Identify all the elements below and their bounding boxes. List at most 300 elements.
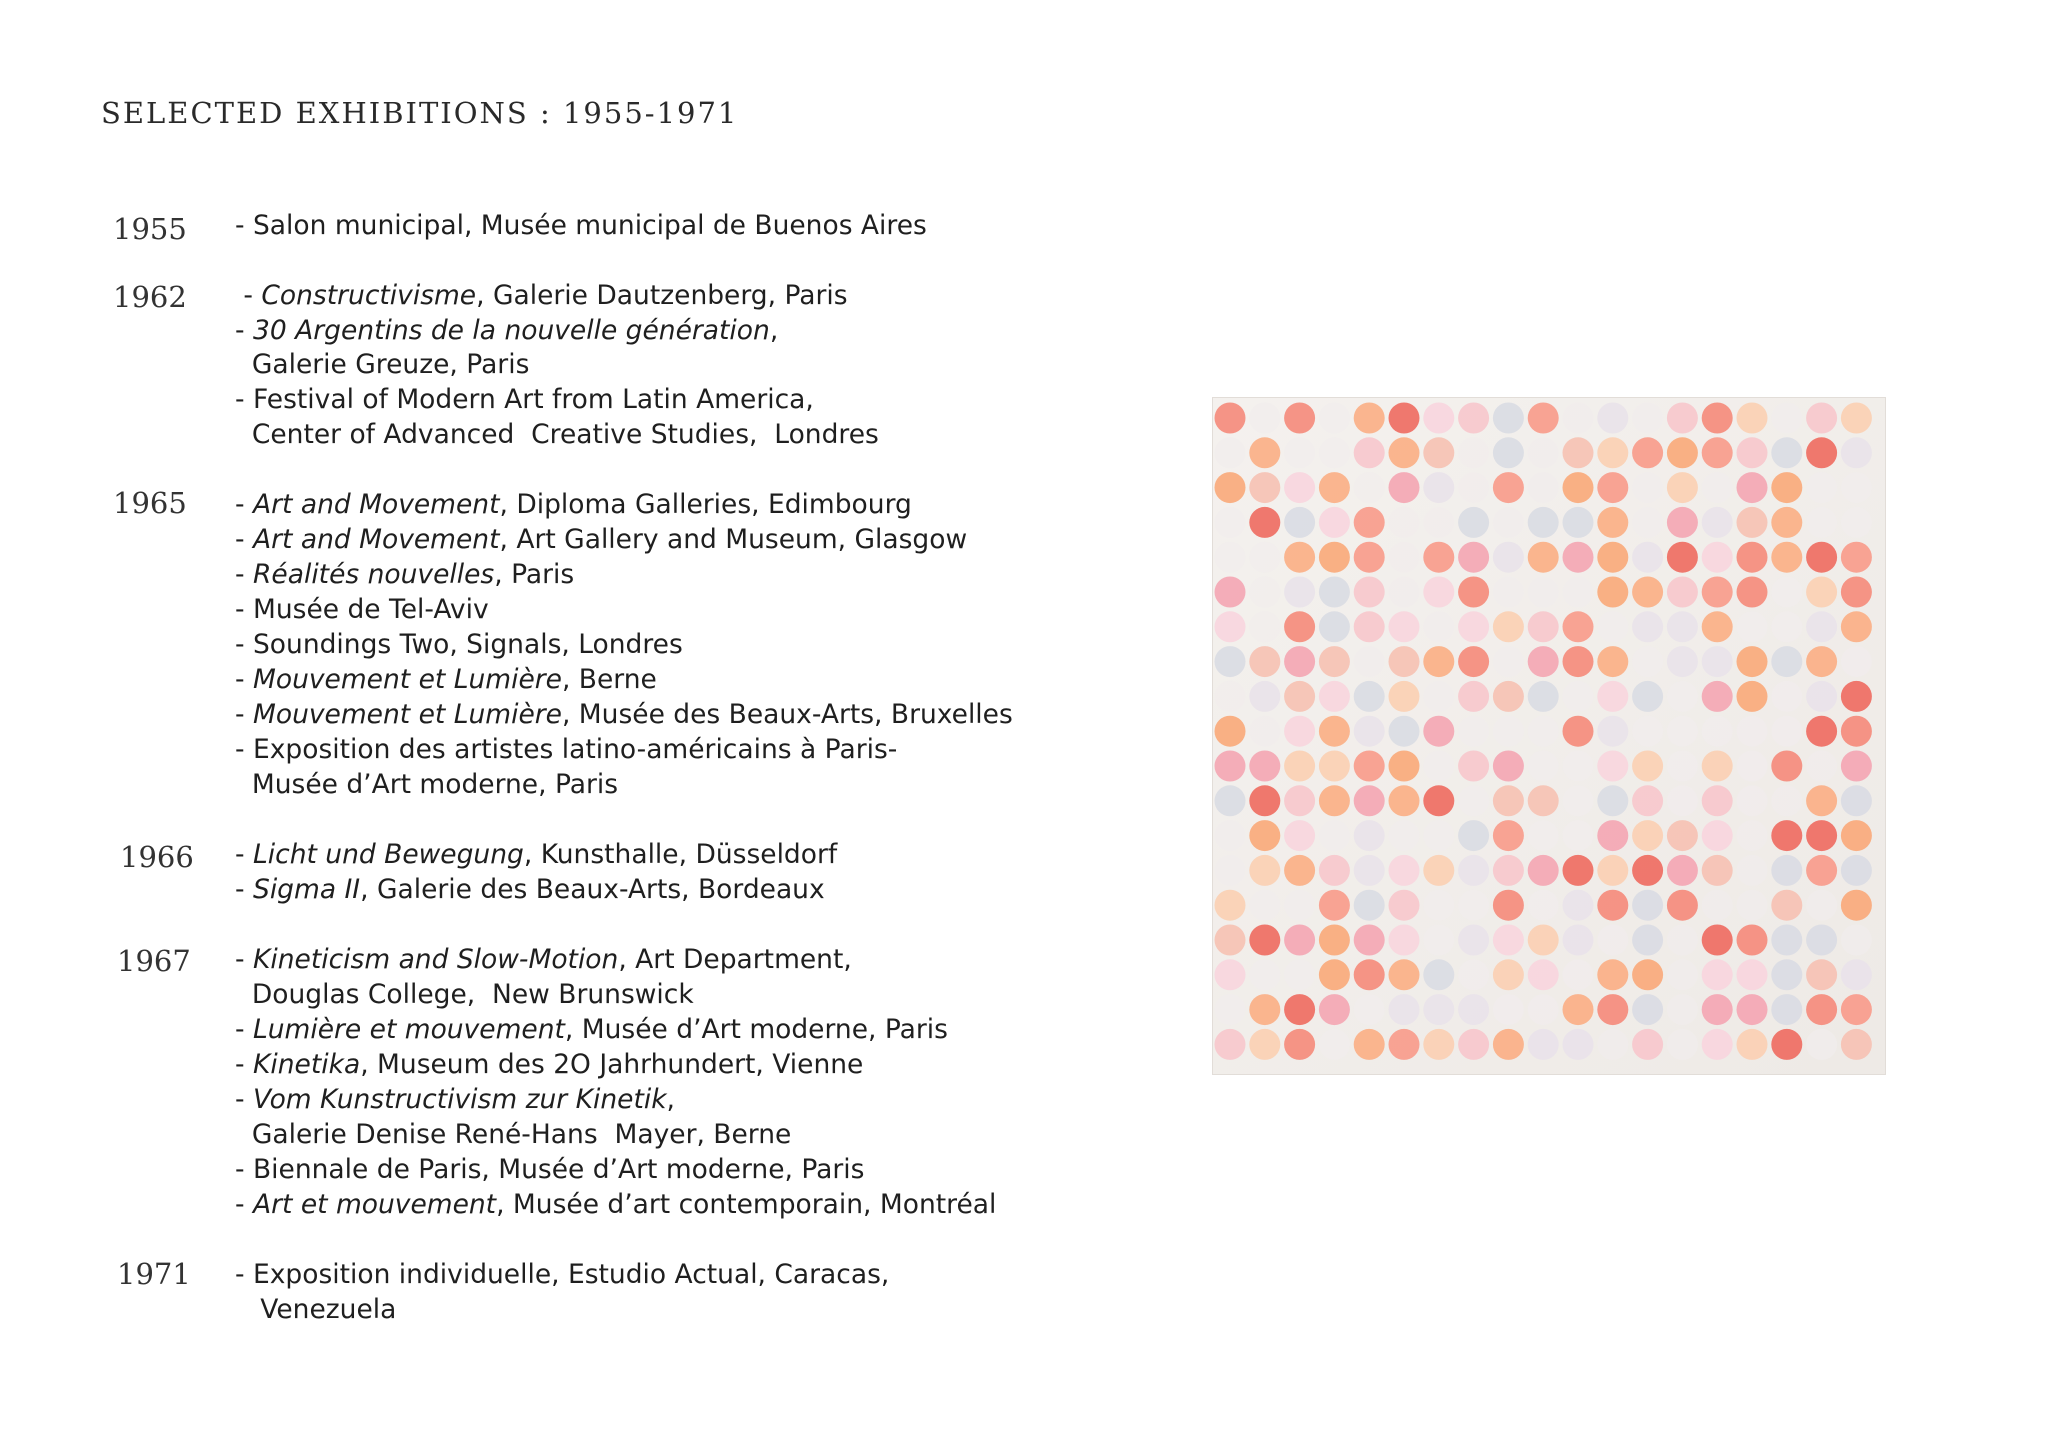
painting-dot	[1458, 611, 1489, 642]
painting-dot	[1493, 611, 1524, 642]
painting-dot	[1284, 577, 1315, 608]
exhibition-title: Art and Movement	[253, 489, 500, 520]
painting-dot	[1632, 820, 1663, 851]
painting-dot	[1284, 646, 1315, 677]
painting-dot	[1528, 785, 1559, 816]
exhibition-title: Licht und Bewegung	[253, 839, 524, 870]
painting-dot	[1354, 472, 1385, 503]
entry-text: - Musée de Tel-Aviv	[235, 594, 489, 625]
entry-prefix: -	[235, 524, 253, 555]
painting-dot	[1493, 577, 1524, 608]
painting-dot	[1249, 994, 1280, 1025]
painting-dot	[1702, 472, 1733, 503]
painting-dot	[1667, 507, 1698, 538]
painting-dot	[1528, 1029, 1559, 1060]
painting-dot	[1563, 716, 1594, 747]
painting-dot	[1737, 646, 1768, 677]
painting-dot	[1702, 646, 1733, 677]
painting-dot	[1841, 994, 1872, 1025]
painting-dot	[1528, 403, 1559, 434]
painting-dot	[1354, 959, 1385, 990]
painting-dot	[1702, 437, 1733, 468]
painting-dot	[1841, 890, 1872, 921]
painting-dot	[1389, 716, 1420, 747]
entry-text: Galerie Denise René-Hans Mayer, Berne	[235, 1119, 792, 1150]
painting-dot	[1528, 472, 1559, 503]
painting-dot	[1458, 542, 1489, 573]
painting-dot	[1493, 820, 1524, 851]
painting-dot	[1563, 959, 1594, 990]
exhibition-entry	[235, 732, 897, 767]
painting-dot	[1493, 403, 1524, 434]
painting-dot	[1493, 472, 1524, 503]
painting-dot	[1215, 681, 1246, 712]
painting-dot	[1284, 1029, 1315, 1060]
painting-dot	[1528, 646, 1559, 677]
painting-dot	[1563, 403, 1594, 434]
painting-dot	[1597, 1029, 1628, 1060]
painting-dot	[1458, 577, 1489, 608]
painting-dot	[1423, 959, 1454, 990]
painting-dot	[1215, 959, 1246, 990]
painting-dot	[1563, 994, 1594, 1025]
painting-dot	[1423, 507, 1454, 538]
exhibition-entry	[235, 1117, 791, 1152]
exhibition-entry	[235, 1012, 948, 1047]
painting-dot	[1284, 890, 1315, 921]
exhibition-entry	[235, 1152, 864, 1187]
painting-dot	[1841, 646, 1872, 677]
painting-dot	[1667, 820, 1698, 851]
painting-dot	[1771, 925, 1802, 956]
painting-dot	[1493, 507, 1524, 538]
exhibition-entry	[235, 522, 967, 557]
painting-dot	[1667, 925, 1698, 956]
painting-dot	[1702, 820, 1733, 851]
entry-prefix: -	[235, 944, 253, 975]
painting-dot	[1841, 681, 1872, 712]
painting-dot	[1528, 820, 1559, 851]
painting-dot	[1249, 542, 1280, 573]
painting-dot	[1632, 403, 1663, 434]
painting-dot	[1423, 577, 1454, 608]
painting-dot	[1771, 437, 1802, 468]
painting-dot	[1389, 785, 1420, 816]
painting-dot	[1702, 542, 1733, 573]
painting-dot	[1215, 890, 1246, 921]
painting-dot	[1389, 751, 1420, 782]
exhibition-entry	[235, 382, 814, 417]
painting-dot	[1458, 507, 1489, 538]
painting-dot	[1737, 925, 1768, 956]
painting-dot	[1632, 611, 1663, 642]
painting-dot	[1806, 820, 1837, 851]
painting-dot	[1528, 577, 1559, 608]
entry-text: Douglas College, New Brunswick	[235, 979, 694, 1010]
painting-dot	[1493, 925, 1524, 956]
painting-dot	[1389, 681, 1420, 712]
entry-text: Galerie Greuze, Paris	[235, 349, 530, 380]
painting-dot	[1389, 855, 1420, 886]
painting-dot	[1632, 994, 1663, 1025]
exhibition-title: Constructivisme	[261, 280, 477, 311]
painting-dot	[1389, 542, 1420, 573]
painting-dot	[1597, 751, 1628, 782]
painting-dot	[1354, 646, 1385, 677]
painting-dot	[1737, 959, 1768, 990]
painting-dot	[1319, 542, 1350, 573]
painting-dot	[1319, 890, 1350, 921]
exhibition-year: 1967	[117, 944, 191, 978]
painting-dot	[1389, 472, 1420, 503]
painting-dot	[1319, 994, 1350, 1025]
painting-dot	[1597, 611, 1628, 642]
painting-dot	[1667, 855, 1698, 886]
painting-dot	[1563, 1029, 1594, 1060]
painting-dot	[1702, 855, 1733, 886]
painting-dot	[1597, 855, 1628, 886]
painting-dot	[1354, 507, 1385, 538]
painting-dot	[1597, 925, 1628, 956]
painting-dot	[1632, 507, 1663, 538]
painting-dot	[1284, 785, 1315, 816]
painting-dot	[1215, 820, 1246, 851]
painting-dot	[1737, 403, 1768, 434]
exhibition-entry	[235, 627, 683, 662]
painting-dot	[1319, 611, 1350, 642]
painting-dot	[1493, 1029, 1524, 1060]
painting-dot	[1737, 542, 1768, 573]
painting-dot	[1771, 716, 1802, 747]
painting-dot	[1354, 716, 1385, 747]
painting-dot	[1215, 751, 1246, 782]
painting-dot	[1806, 403, 1837, 434]
entry-text: - Soundings Two, Signals, Londres	[235, 629, 683, 660]
painting-dot	[1667, 890, 1698, 921]
exhibition-title: Mouvement et Lumière	[253, 664, 562, 695]
exhibition-title: Réalités nouvelles	[253, 559, 495, 590]
painting-dot	[1493, 646, 1524, 677]
entry-text: , Art Department,	[618, 944, 852, 975]
painting-dot	[1389, 437, 1420, 468]
painting-dot	[1458, 785, 1489, 816]
painting-dot	[1249, 403, 1280, 434]
painting-dot	[1737, 751, 1768, 782]
painting-dot	[1493, 890, 1524, 921]
painting-dot	[1632, 472, 1663, 503]
painting-dot	[1319, 472, 1350, 503]
painting-dot	[1597, 681, 1628, 712]
exhibition-title: 30 Argentins de la nouvelle génération	[253, 315, 770, 346]
painting-dot	[1563, 577, 1594, 608]
painting-dot	[1737, 472, 1768, 503]
painting-dot	[1458, 681, 1489, 712]
painting-dot	[1806, 507, 1837, 538]
painting-dot	[1354, 1029, 1385, 1060]
entry-prefix: -	[235, 699, 253, 730]
painting-dot	[1528, 437, 1559, 468]
painting-dot	[1354, 542, 1385, 573]
painting-dot	[1249, 577, 1280, 608]
painting-dot	[1597, 507, 1628, 538]
painting-dot	[1737, 437, 1768, 468]
painting-dot	[1563, 472, 1594, 503]
painting-dot	[1389, 403, 1420, 434]
exhibition-title: Art et mouvement	[253, 1189, 497, 1220]
painting-dot	[1597, 785, 1628, 816]
painting-dot	[1493, 716, 1524, 747]
exhibition-entry	[235, 837, 837, 872]
painting-dot	[1319, 785, 1350, 816]
painting-dot	[1458, 716, 1489, 747]
painting-dot	[1354, 785, 1385, 816]
painting-dot	[1423, 472, 1454, 503]
painting-dot	[1702, 751, 1733, 782]
painting-dot	[1771, 507, 1802, 538]
painting-dot	[1215, 855, 1246, 886]
painting-dot	[1667, 403, 1698, 434]
painting-dot	[1249, 472, 1280, 503]
painting-dot	[1667, 472, 1698, 503]
painting-dot	[1632, 437, 1663, 468]
painting-dot	[1563, 820, 1594, 851]
painting-dot	[1249, 959, 1280, 990]
entry-text: Center of Advanced Creative Studies, Londres	[235, 419, 879, 450]
painting-dot	[1597, 577, 1628, 608]
painting-dot	[1249, 646, 1280, 677]
painting-dot	[1354, 577, 1385, 608]
painting-dot	[1319, 681, 1350, 712]
painting-dot	[1806, 855, 1837, 886]
painting-dot	[1389, 507, 1420, 538]
painting-dot	[1806, 437, 1837, 468]
painting-dot	[1389, 959, 1420, 990]
exhibition-title: Art and Movement	[253, 524, 500, 555]
painting-dot	[1806, 542, 1837, 573]
painting-dot	[1667, 681, 1698, 712]
painting-dot	[1249, 890, 1280, 921]
page-title: SELECTED EXHIBITIONS : 1955-1971	[101, 96, 739, 130]
entry-text: , Galerie des Beaux-Arts, Bordeaux	[360, 874, 825, 905]
painting-dot	[1215, 646, 1246, 677]
painting-dot	[1284, 472, 1315, 503]
painting-dot	[1841, 751, 1872, 782]
painting-dot	[1493, 855, 1524, 886]
painting-dot	[1423, 751, 1454, 782]
painting-dot	[1284, 925, 1315, 956]
exhibition-entry	[235, 208, 927, 243]
painting-dot	[1249, 507, 1280, 538]
painting-dot	[1771, 681, 1802, 712]
painting-dot	[1319, 751, 1350, 782]
painting-dot	[1354, 611, 1385, 642]
exhibition-year: 1955	[113, 212, 187, 246]
entry-text: - Festival of Modern Art from Latin America,	[235, 384, 814, 415]
painting-dot	[1702, 1029, 1733, 1060]
painting-dot	[1563, 437, 1594, 468]
painting-dot	[1702, 403, 1733, 434]
painting-dot	[1841, 820, 1872, 851]
painting-dot	[1284, 542, 1315, 573]
entry-text: , Art Gallery and Museum, Glasgow	[499, 524, 968, 555]
painting-dot	[1284, 959, 1315, 990]
exhibition-entry	[235, 557, 574, 592]
entry-prefix: -	[235, 874, 253, 905]
painting-dot	[1458, 959, 1489, 990]
entry-text: - Exposition des artistes latino-américains à Paris-	[235, 734, 898, 765]
painting-dot	[1528, 716, 1559, 747]
exhibition-entry	[235, 697, 1013, 732]
painting-dot	[1423, 437, 1454, 468]
painting-dot	[1354, 681, 1385, 712]
entry-text: , Paris	[494, 559, 575, 590]
entry-text: , Musée d’Art moderne, Paris	[564, 1014, 948, 1045]
painting-dot	[1215, 716, 1246, 747]
painting-dot	[1215, 577, 1246, 608]
painting-dot	[1458, 890, 1489, 921]
painting-dot	[1667, 994, 1698, 1025]
exhibition-entry	[235, 662, 657, 697]
painting-dot	[1354, 994, 1385, 1025]
painting-dot	[1597, 403, 1628, 434]
painting-dot	[1284, 403, 1315, 434]
painting-dot	[1249, 925, 1280, 956]
painting-dot	[1284, 820, 1315, 851]
painting-dot	[1354, 437, 1385, 468]
painting-dot	[1284, 681, 1315, 712]
painting-dot	[1493, 437, 1524, 468]
exhibition-year: 1966	[120, 840, 194, 874]
painting-dot	[1284, 994, 1315, 1025]
painting-dot	[1423, 716, 1454, 747]
exhibition-entry	[235, 1082, 675, 1117]
painting-dot	[1249, 681, 1280, 712]
entry-text: ,	[769, 315, 779, 346]
painting-dot	[1215, 542, 1246, 573]
painting-dot	[1806, 472, 1837, 503]
exhibition-entry	[235, 872, 825, 907]
painting-dot	[1632, 855, 1663, 886]
painting-dot	[1528, 925, 1559, 956]
painting-dot	[1563, 890, 1594, 921]
painting-dot	[1771, 542, 1802, 573]
painting-dot	[1771, 472, 1802, 503]
painting-dot	[1702, 959, 1733, 990]
painting-dot	[1389, 994, 1420, 1025]
painting-dot	[1563, 542, 1594, 573]
painting-dot	[1597, 472, 1628, 503]
painting-dot	[1737, 785, 1768, 816]
painting-dot	[1319, 437, 1350, 468]
painting-dot	[1528, 507, 1559, 538]
painting-dot	[1702, 611, 1733, 642]
painting-dot	[1667, 542, 1698, 573]
painting-dot	[1841, 716, 1872, 747]
painting-dot	[1493, 542, 1524, 573]
painting-dot	[1423, 542, 1454, 573]
painting-dot	[1841, 403, 1872, 434]
painting-dot	[1841, 855, 1872, 886]
painting-dot	[1458, 1029, 1489, 1060]
painting-dot	[1737, 994, 1768, 1025]
painting-dot	[1389, 646, 1420, 677]
painting-dot	[1215, 611, 1246, 642]
painting-dot	[1806, 751, 1837, 782]
entry-text: , Diploma Galleries, Edimbourg	[499, 489, 912, 520]
entry-prefix: -	[235, 1189, 253, 1220]
painting-dot	[1771, 646, 1802, 677]
painting-dot	[1737, 716, 1768, 747]
painting-dot	[1632, 751, 1663, 782]
painting-dot	[1632, 1029, 1663, 1060]
painting-dot	[1771, 403, 1802, 434]
painting-dot	[1528, 855, 1559, 886]
painting-dot	[1249, 716, 1280, 747]
exhibition-title: Kinetika	[253, 1049, 361, 1080]
painting-dot	[1249, 855, 1280, 886]
exhibition-entry	[235, 977, 694, 1012]
exhibition-entry	[235, 942, 852, 977]
painting-dot	[1841, 577, 1872, 608]
painting-dot	[1771, 855, 1802, 886]
painting-dot	[1528, 959, 1559, 990]
painting-dot	[1354, 855, 1385, 886]
painting-dot	[1423, 785, 1454, 816]
painting-dot	[1806, 959, 1837, 990]
painting-dot	[1632, 577, 1663, 608]
painting-dot	[1597, 646, 1628, 677]
painting-dot	[1806, 611, 1837, 642]
painting-dot	[1389, 611, 1420, 642]
exhibition-entry	[235, 767, 618, 802]
painting-dot	[1597, 820, 1628, 851]
painting-dot	[1563, 611, 1594, 642]
painting-dot	[1249, 1029, 1280, 1060]
entry-prefix: -	[235, 489, 253, 520]
entry-prefix: -	[235, 839, 253, 870]
painting-dot	[1319, 925, 1350, 956]
artwork-image	[1212, 397, 1886, 1075]
painting-dot	[1319, 820, 1350, 851]
exhibition-entry	[235, 1257, 889, 1292]
painting-dot	[1771, 994, 1802, 1025]
exhibition-title: Kineticism and Slow-Motion	[253, 944, 619, 975]
painting-dot	[1841, 437, 1872, 468]
painting-dot	[1319, 855, 1350, 886]
painting-dot	[1841, 542, 1872, 573]
painting-dot	[1737, 820, 1768, 851]
painting-dot	[1389, 890, 1420, 921]
exhibition-title: Vom Kunstructivism zur Kinetik	[253, 1084, 667, 1115]
painting-dot	[1563, 681, 1594, 712]
painting-dot	[1563, 646, 1594, 677]
painting-dot	[1215, 403, 1246, 434]
painting-dot	[1806, 785, 1837, 816]
painting-dot	[1667, 611, 1698, 642]
painting-dot	[1632, 542, 1663, 573]
painting-dot	[1632, 716, 1663, 747]
painting-dot	[1737, 611, 1768, 642]
painting-dot	[1389, 577, 1420, 608]
painting-dot	[1249, 785, 1280, 816]
exhibition-entry	[235, 1187, 996, 1222]
painting-dot	[1737, 507, 1768, 538]
painting-dot	[1458, 855, 1489, 886]
painting-dot	[1354, 751, 1385, 782]
painting-dot	[1771, 751, 1802, 782]
painting-dot	[1667, 1029, 1698, 1060]
painting-dot	[1597, 890, 1628, 921]
